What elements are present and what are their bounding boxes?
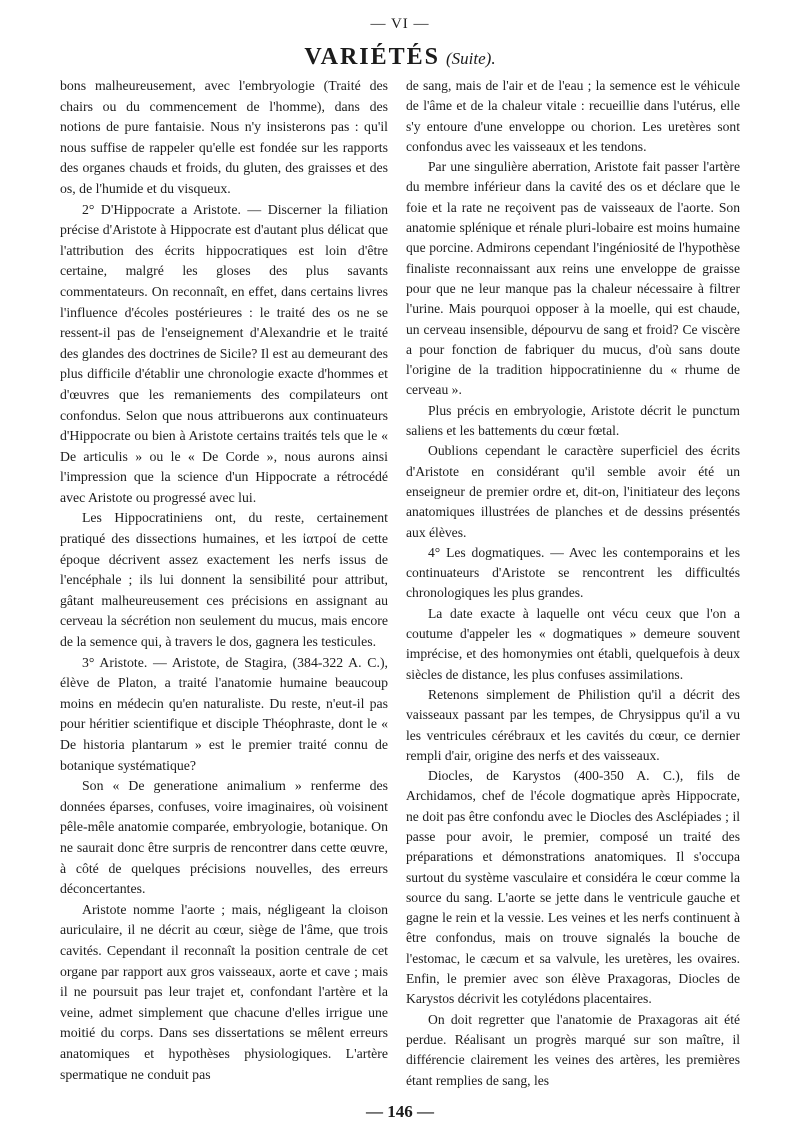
paragraph: Oublions cependant le caractère superficiel des écrits d'Aristote en considérant qu'il semble avoir été un enseigneur de premier ordre et, dit-on, l'initiateur des leçons anatomiques illustrées de planches et de dessins présentés aux élèves. [406, 443, 740, 540]
paragraph: Son « De generatione animalium » renferme des données éparses, confuses, voire imaginaires, où voisinent pêle-mêle anatomie comparée, embryologie, botanique. On ne saurait donc être surpris de rencontrer dans cette œuvre, à côté de quelques précisions nouvelles, des erreurs déconcertantes. [60, 778, 388, 897]
running-head-subtitle: (Suite). [446, 49, 496, 68]
left-column [60, 76, 388, 1085]
paragraph: Plus précis en embryologie, Aristote décrit le punctum saliens et les battements du cœur fœtal. [406, 402, 740, 439]
right-column [406, 76, 740, 1091]
page-roman-number: — VI — [370, 16, 430, 32]
paragraph: Les Hippocratiniens ont, du reste, certainement pratiqué des dissections humaines, et les ἰατροί de cette époque décrivent assez exactement les nerfs issus de l'encéphale ; ils lui donnent la sensibilité pour attribut, gâtant malheureusement ces précisions en assignant au cerveau la sécrétion non seulement du mucus, mais encore de la semence qui, à travers le dos, gagnera les testicules. [60, 510, 388, 650]
paragraph: 4° Les dogmatiques. — Avec les contemporains et les continuateurs d'Aristote se rencontrent les difficultés chronologiques les plus grandes. [406, 544, 740, 601]
paragraph: 3° Aristote. — Aristote, de Stagira, (384-322 A. C.), élève de Platon, a traité l'anatomie humaine beaucoup moins en médecin qu'en naturaliste. Du reste, n'eut-il pas pour héritier scientifique et disciple Théophraste, dont le « De historia plantarum » est le premier traité connu de botanique systématique? [60, 654, 388, 773]
paragraph: Par une singulière aberration, Aristote fait passer l'artère du membre inférieur dans la cavité des os et déclare que le foie et la rate ne reçoivent pas de vaisseaux de l'aorte. Son anatomie splénique et rénale pluri-lobaire est moins humaine que porcine. Admirons cependant l'ingéniosité de l'hypothèse finaliste reconnaissant aux reins une enveloppe de graisse pour que ne leur manque pas la chaleur nécessaire à filtrer l'urine. Mais pourquoi opposer à la moelle, qui est chaude, un cerveau insensible, dépourvu de sang et froid? Ce viscère a pour fonction de fabriquer du mucus, d'où sans doute l'origine de la tradition hippocratinienne du « rhume de cerveau ». [406, 159, 740, 398]
running-head [0, 44, 800, 71]
paragraph: Aristote nomme l'aorte ; mais, négligeant la cloison auriculaire, il ne décrit au cœur, siège de l'âme, que trois cavités. Cependant il reconnaît la position centrale de cet organe par rapport aux gros vaisseaux, aorte et cave ; mais il ne poursuit pas leur trajet et, confondant l'artère et la veine, admet simplement que chacune d'elles irrigue une moitié du corps. Dans ses dissertations se mêlent erreurs anatomiques et hypothèses physiologiques. L'artère spermatique ne conduit pas [60, 901, 388, 1082]
paragraph: La date exacte à laquelle ont vécu ceux que l'on a coutume d'appeler les « dogmatiques » demeure souvent imprécise, et des homonymies ont établi, quelquefois à deux siècles de distance, les plus confuses assimilations. [406, 605, 740, 682]
paragraph: On doit regretter que l'anatomie de Praxagoras ait été perdue. Réalisant un progrès marqué sur son maître, il différencie clairement les veines des artères, les premières étant remplies de sang, les [406, 1011, 740, 1088]
paragraph: Retenons simplement de Philistion qu'il a décrit des vaisseaux passant par les tempes, de Chrysippus qu'il a vu les ventricules cérébraux et les cavités du cœur, ce dernier rempli d'air, origine des nerfs et des vaisseaux. [406, 686, 740, 763]
paragraph: bons malheureusement, avec l'embryologie (Traité des chairs ou du commencement de l'homme), dans des notions de pure fantaisie. Nous n'y insisterons pas : qu'il nous suffise de rappeler qu'elle est fondée sur les rapports des organes chauds et froids, du gluten, des graisses et des os, de l'humide et du visqueux. [60, 78, 388, 196]
running-head-title: VARIÉTÉS [304, 44, 441, 70]
page-number: — 146 — [366, 1102, 434, 1121]
paragraph: 2° D'Hippocrate a Aristote. — Discerner la filiation précise d'Aristote à Hippocrate est d'autant plus délicat que l'attribution des écrits hippocratiques est loin d'être certaine, malgré les gloses des plus savants commentateurs. On reconnaît, en effet, dans certains livres l'influence d'écoles postérieures : le traité des os ne se ressent-il pas de l'enseignement d'Alexandrie et le traité des glandes des doctrines de Sicile? Il est au demeurant des plus difficile d'établir une chronologie exacte d'hommes et d'œuvres que les remaniements des compilateurs ont confondus. Selon que nous attribuerons aux continuateurs d'Hippocrate ou bien à Aristote certains traités tels que le « De articulis » ou le « De Corde », nous aurons ainsi l'impression que la science d'un Hippocrate a rétrocédé avec Aristote ou progressé avec lui. [60, 201, 388, 505]
paragraph: de sang, mais de l'air et de l'eau ; la semence est le véhicule de l'âme et de la chaleur vitale : recueillie dans l'utérus, elle s'y entoure d'une enveloppe ou chorion. Les uretères sont confondus avec les vaisseaux et les tendons. [406, 78, 740, 154]
paragraph: Diocles, de Karystos (400-350 A. C.), fils de Archidamos, chef de l'école dogmatique après Hippocrate, ne doit pas être confondu avec le Diocles des Asclépiades ; il passe pour avoir, le premier, composé un traité des préparations et démonstrations anatomiques. Il s'occupa surtout du système vasculaire et considéra le cœur comme la source du sang. L'aorte se jette dans le ventricule gauche et gagne le rein et la vessie. Les veines et les nerfs continuent à être confondus, mais on trouve signalés la bouche de l'estomac, le cæcum et sa valvule, les uretères, les ovaires. Enfin, le premier avec son élève Praxagoras, Diocles de Karystos décrivit les cotylédons placentaires. [406, 768, 740, 1007]
